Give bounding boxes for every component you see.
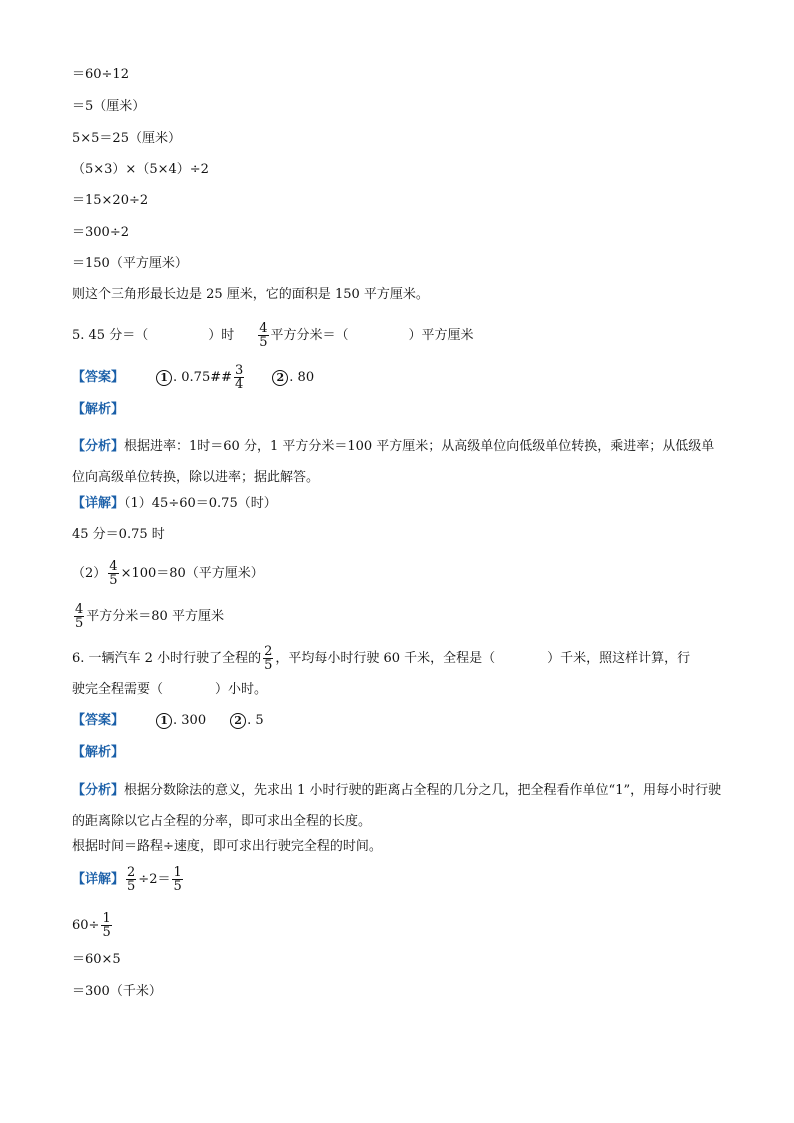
answer-text: . 80 [289, 370, 315, 385]
q5-analysis [72, 431, 722, 493]
detail-text: （2） [72, 566, 107, 581]
detail-line [72, 560, 264, 587]
q5-answer [72, 364, 314, 391]
fraction: $\frac{1}{5}$ [102, 911, 111, 940]
q5-detail [72, 495, 277, 513]
answer-label: 【答案】 [72, 370, 125, 385]
q6-text-3: ）千米，照这样计算，行 [547, 651, 691, 666]
circled-number-2: 2 [272, 370, 288, 386]
fraction: $\frac{4}{5}$ [75, 602, 84, 631]
q6-analysis-heading [72, 744, 124, 762]
detail-line: 45 分＝0.75 时 [72, 527, 165, 542]
fenxi-label: 【分析】 [72, 783, 125, 798]
detail-line: ＝60×5 [72, 952, 121, 967]
detail-text: 平方分米＝80 平方厘米 [86, 609, 224, 624]
question-6-cont [72, 681, 267, 699]
q6-text-2: ，平均每小时行驶 60 千米，全程是（ [275, 651, 496, 666]
answer-text: . 0.75## [173, 370, 233, 385]
q6-analysis [72, 775, 722, 837]
conclusion-line: 则这个三角形最长边是 25 厘米，它的面积是 150 平方厘米。 [72, 287, 429, 302]
q6-answer [72, 712, 264, 730]
detail-text: 60÷ [72, 918, 100, 933]
q6-text-5: ）小时。 [215, 682, 268, 697]
xiangjie-label: 【详解】 [72, 496, 125, 511]
analysis-line: 根据时间＝路程÷速度，即可求出行驶完全程的时间。 [72, 839, 382, 854]
fenxi-text: 根据进率：1时＝60 分，1 平方分米＝100 平方厘米；从高级单位向低级单位转换，乘进率；从低级单位向高级单位转换，除以进率；据此解答。 [72, 439, 715, 485]
calc-line: ＝15×20÷2 [72, 193, 149, 208]
q6-text-4: 驶完全程需要（ [72, 682, 164, 697]
q5-analysis-heading [72, 401, 124, 419]
fraction: $\frac{4}{5}$ [259, 321, 268, 350]
calc-line: 5×5＝25（厘米） [72, 131, 181, 146]
q5-text-4: ）平方厘米 [408, 328, 474, 343]
fraction: $\frac{2}{5}$ [127, 865, 136, 894]
analysis-label: 【解析】 [72, 402, 125, 417]
detail-line [72, 912, 114, 939]
detail-text: ×100＝80（平方厘米） [120, 566, 264, 581]
q6-text-1: 6. 一辆汽车 2 小时行驶了全程的 [72, 651, 262, 666]
q5-text-1: 5. 45 分＝（ [72, 328, 149, 343]
circled-number-1: 1 [156, 713, 172, 729]
calc-line: ＝150（平方厘米） [72, 256, 188, 271]
detail-line [72, 603, 224, 630]
circled-number-1: 1 [156, 370, 172, 386]
q5-text-3: 平方分米＝（ [270, 328, 349, 343]
analysis-label: 【解析】 [72, 745, 125, 760]
calc-line: ＝5（厘米） [72, 99, 146, 114]
calc-line: ＝300÷2 [72, 225, 129, 240]
detail-text: （1）45÷60＝0.75（时） [124, 496, 277, 511]
fenxi-label: 【分析】 [72, 439, 125, 454]
q5-text-2: ）时 [208, 328, 235, 343]
detail-text: ÷2＝ [138, 872, 171, 887]
question-6 [72, 645, 690, 672]
xiangjie-label: 【详解】 [72, 872, 125, 887]
answer-text: . 300 [173, 713, 207, 728]
answer-text: . 5 [247, 713, 264, 728]
fraction: $\frac{2}{5}$ [264, 644, 273, 673]
fraction: $\frac{3}{4}$ [235, 363, 244, 392]
q6-detail [72, 866, 185, 893]
calc-line: ＝60÷12 [72, 67, 129, 82]
question-5 [72, 322, 474, 349]
fenxi-text: 根据分数除法的意义，先求出 1 小时行驶的距离占全程的几分之几，把全程看作单位“1”，用每小时行驶的距离除以它占全程的分率，即可求出全程的长度。 [72, 783, 722, 829]
answer-label: 【答案】 [72, 713, 125, 728]
fraction: $\frac{4}{5}$ [109, 559, 118, 588]
circled-number-2: 2 [230, 713, 246, 729]
calc-line: （5×3）×（5×4）÷2 [72, 162, 209, 177]
fraction: $\frac{1}{5}$ [173, 865, 182, 894]
detail-line: ＝300（千米） [72, 984, 162, 999]
